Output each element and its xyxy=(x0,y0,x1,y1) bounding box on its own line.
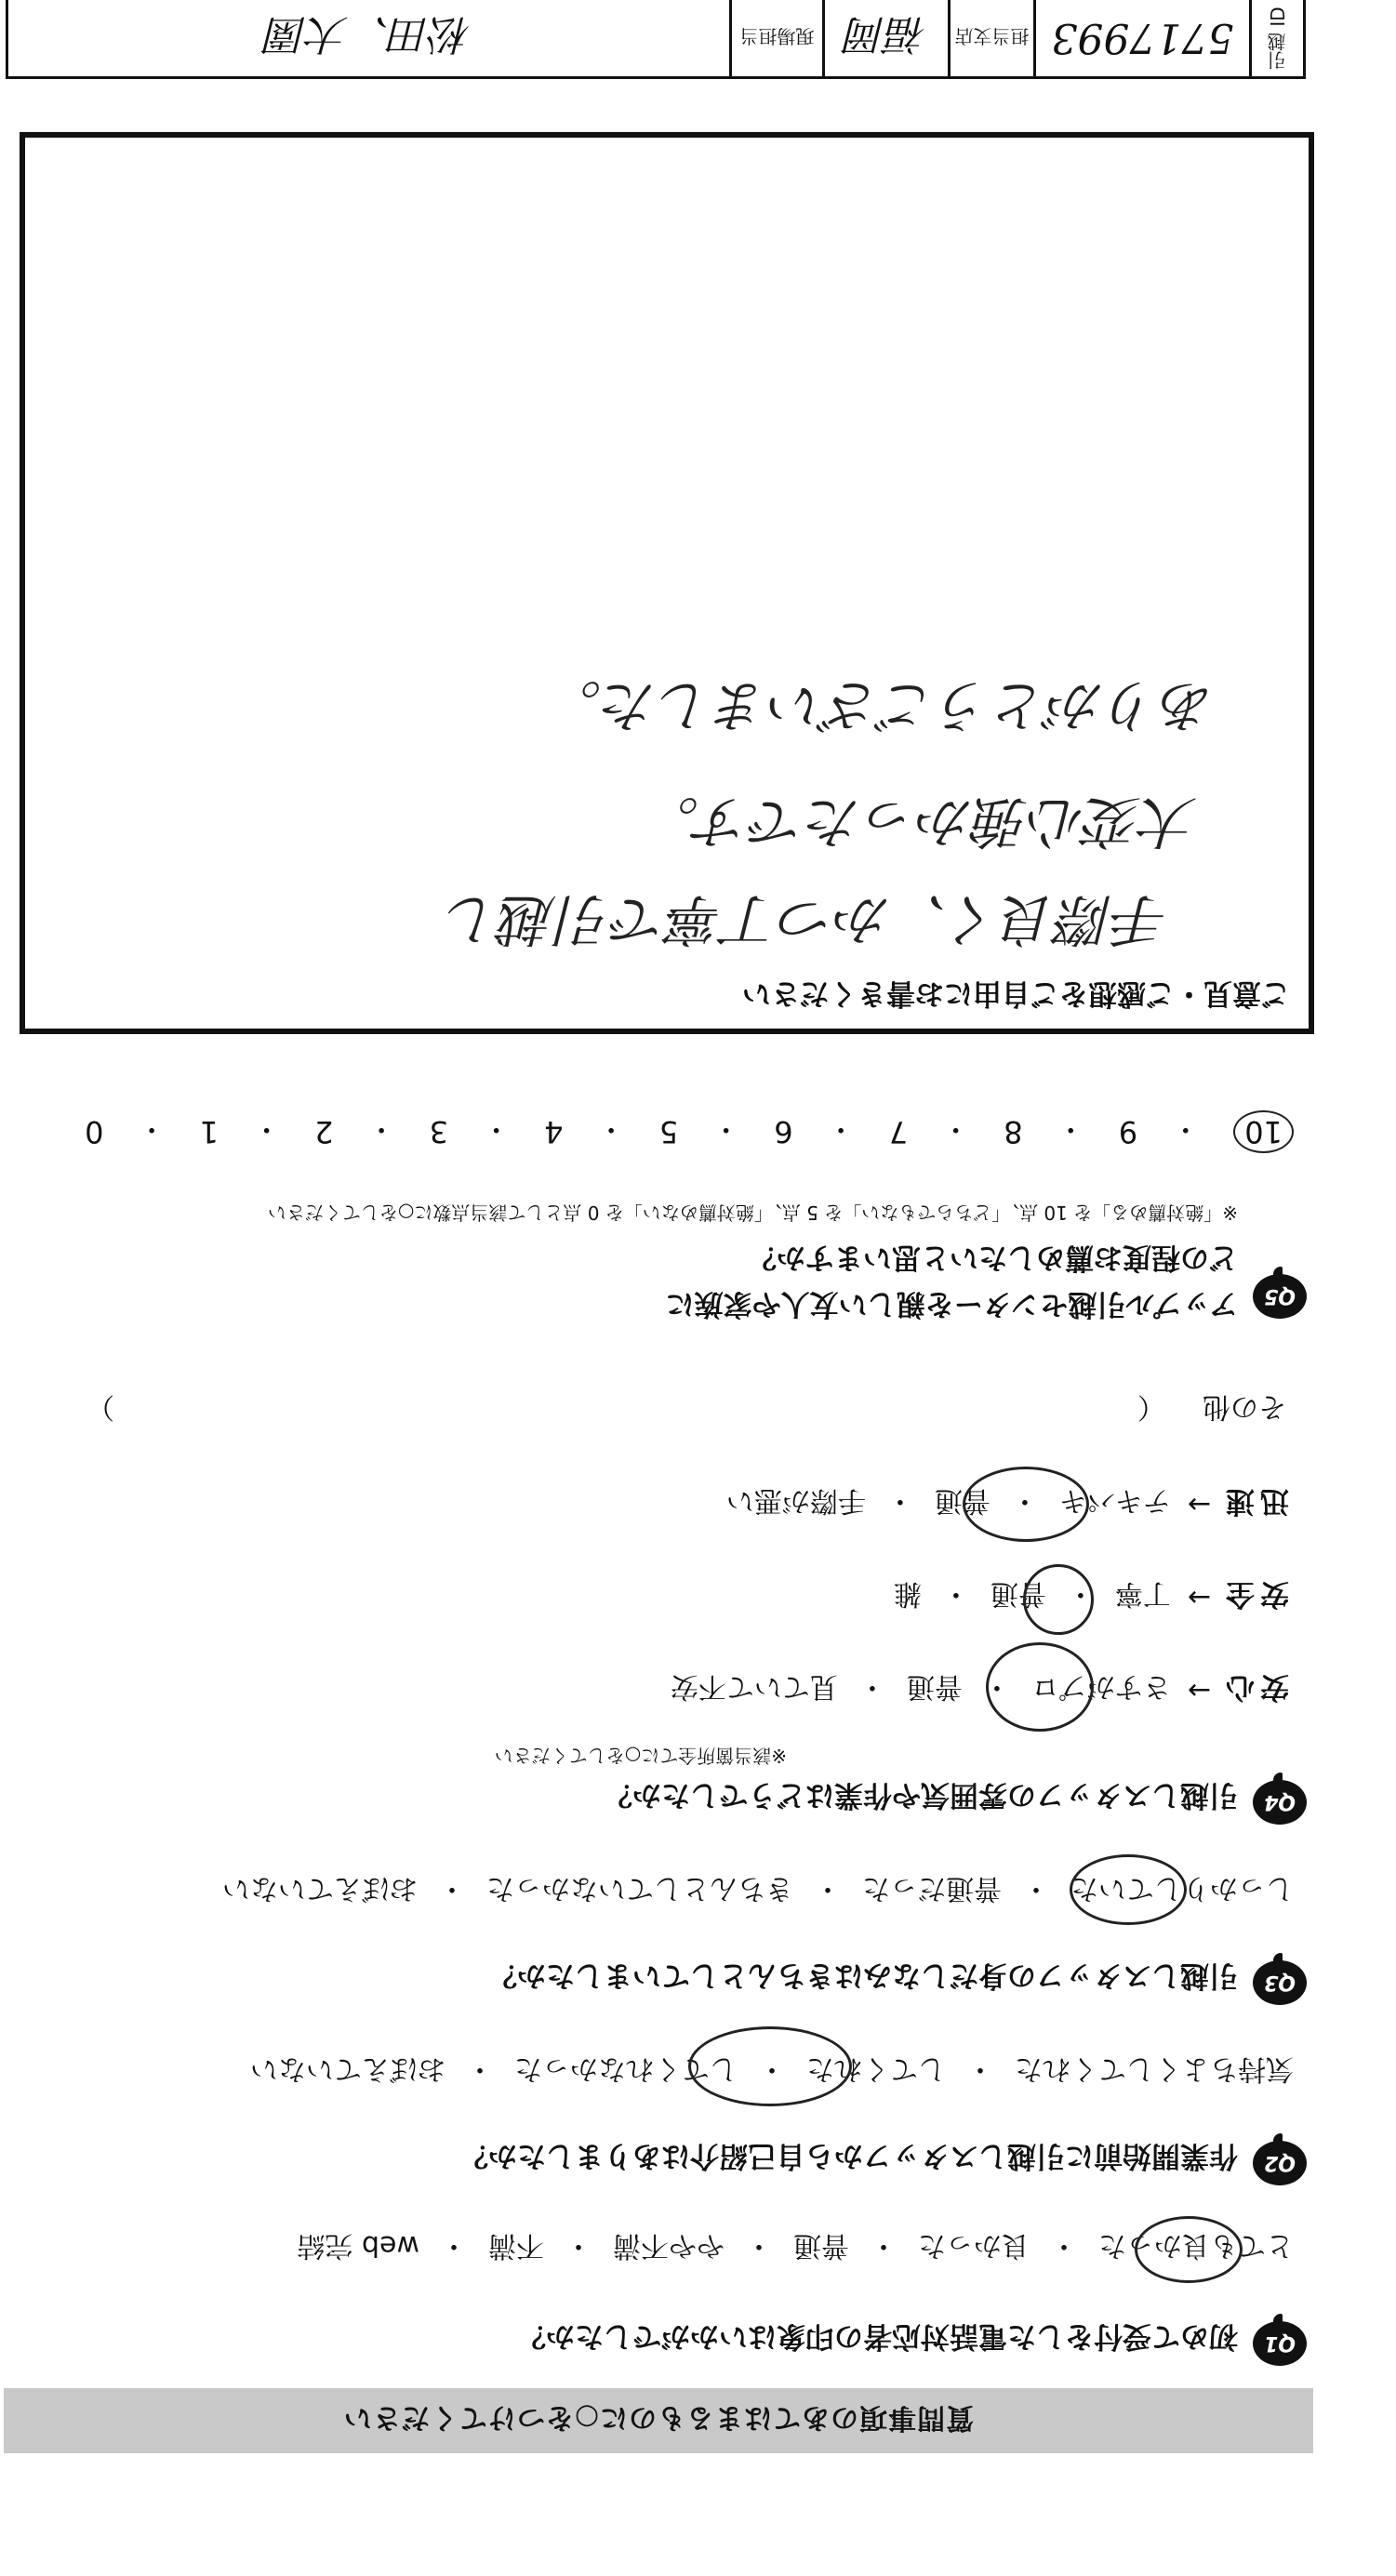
q1-option-slightly-unsatisfied[interactable]: やや不満 xyxy=(613,2229,725,2262)
q4-row-anzen: 安全 → 丁寧 ・ 普通 ・ 雑 xyxy=(894,1576,1289,1618)
q4-badge: Q4 xyxy=(1253,1780,1307,1825)
q3-option-not-neat[interactable]: きちんとしていなかった xyxy=(486,1872,793,1905)
q4-other-label: その他 xyxy=(1203,1390,1286,1423)
q4-option-rough[interactable]: 雑 xyxy=(893,1577,922,1611)
q3-option-neat[interactable]: しっかりしていた xyxy=(1070,1872,1294,1905)
q4-other-row: その他 （ ） xyxy=(86,1389,1286,1430)
arrow-right-icon: → xyxy=(1187,1581,1211,1613)
q5-question-line2: どの程度お薦めしたいと思いますか？ xyxy=(748,1241,1238,1274)
q4-option-anxious[interactable]: 見ていて不安 xyxy=(670,1670,838,1704)
q3-option-normal[interactable]: 普通だった xyxy=(862,1872,1002,1905)
q4-option-normal[interactable]: 普通 xyxy=(990,1577,1046,1611)
score-7[interactable]: 7 xyxy=(888,1114,909,1149)
score-2[interactable]: 2 xyxy=(314,1114,334,1149)
q2-badge: Q2 xyxy=(1253,2141,1307,2185)
q4-row3-hand-circle xyxy=(963,1467,1089,1542)
q4-row-label: 迅速 xyxy=(1220,1484,1289,1518)
q5-note: ※「絶対薦める」を 10 点、「どちらでもない」を 5 点、「絶対薦めない」を 0 点として該当点数に○をしてください xyxy=(267,1202,1238,1224)
score-6[interactable]: 6 xyxy=(774,1114,793,1149)
q5-question-line1: アップル引越センターを親しい友人や家族に xyxy=(665,1287,1238,1321)
q1-option-very-good[interactable]: とても良かった xyxy=(1098,2229,1294,2262)
q5-badge: Q5 xyxy=(1253,1274,1307,1319)
handwritten-line-1: 手際良く、かつ丁寧で引越し xyxy=(445,886,1169,951)
q4-row-label: 安心 xyxy=(1220,1670,1289,1704)
arrow-right-icon: → xyxy=(1187,1488,1211,1520)
q4-option-pro[interactable]: さすがプロ xyxy=(1030,1670,1171,1704)
leader-label-cell: 現場担当 xyxy=(729,0,822,76)
score-5[interactable]: 5 xyxy=(658,1114,679,1149)
comments-title: ご意見・ご感想をご自由にお書きください xyxy=(742,976,1290,1010)
q3-options: しっかりしていた ・ 普通だった ・ きちんとしていなかった ・ おぼえていない xyxy=(222,1871,1294,1912)
id-value-cell: 5717993 xyxy=(1033,0,1249,76)
branch-value-cell: 福岡 xyxy=(822,0,948,76)
q4-option-quick[interactable]: テキパキ xyxy=(1058,1484,1171,1518)
q4-row1-hand-circle xyxy=(986,1642,1094,1732)
score-9[interactable]: 9 xyxy=(1118,1114,1138,1149)
q2-option-no[interactable]: してくれなかった xyxy=(514,2052,738,2085)
q1-badge: Q1 xyxy=(1253,2321,1307,2366)
q4-question: 引越しスタッフの雰囲気や作業はどうでしたか？ xyxy=(604,1778,1238,1812)
score-10[interactable]: 10 xyxy=(1233,1110,1294,1153)
q2-option-dont-remember[interactable]: おぼえていない xyxy=(250,2052,445,2085)
q3-option-dont-remember[interactable]: おぼえていない xyxy=(222,1872,418,1905)
q3-hand-circle xyxy=(1070,1854,1187,1925)
q1-options: とても良かった ・ 良かった ・ 普通 ・ やや不満 ・ 不満 ・ web 完結 xyxy=(297,2228,1294,2269)
branch-label-cell: 担当支店 xyxy=(948,0,1033,76)
score-0[interactable]: 0 xyxy=(85,1114,104,1149)
q1-hand-circle xyxy=(1135,2216,1243,2283)
q1-option-unsatisfied[interactable]: 不満 xyxy=(488,2229,544,2262)
score-8[interactable]: 8 xyxy=(1004,1114,1023,1149)
q4-row-jinsoku: 迅速 → テキパキ ・ 普通 ・ 手際が悪い xyxy=(726,1483,1289,1525)
q1-option-good[interactable]: 良かった xyxy=(918,2229,1030,2262)
instructions-text: 質問事項のあてはまるものに○をつけてください xyxy=(342,2401,975,2434)
q4-row-anshin: 安心 → さすがプロ ・ 普通 ・ 見ていて不安 xyxy=(671,1669,1289,1711)
q1-option-normal[interactable]: 普通 xyxy=(793,2229,849,2262)
q5-scale: 10 ・ 9 ・ 8 ・ 7 ・ 6 ・ 5 ・ 4 ・ 3 ・ 2 ・ 1 ・ 0 xyxy=(85,1110,1294,1153)
q4-option-careful[interactable]: 丁寧 xyxy=(1114,1577,1171,1611)
q3-question: 引越しスタッフの身だしなみはきちんとしていましたか？ xyxy=(488,1959,1238,1992)
q2-option-pleasant[interactable]: 気持ちよくしてくれた xyxy=(1015,2052,1294,2085)
arrow-right-icon: → xyxy=(1187,1674,1211,1706)
instructions-band xyxy=(4,2388,1313,2453)
score-1[interactable]: 1 xyxy=(199,1114,219,1149)
id-label-cell: 引越 ID xyxy=(1249,0,1303,76)
q4-note: ※該当箇所全てに○をしてください xyxy=(494,1745,787,1767)
score-4[interactable]: 4 xyxy=(544,1114,564,1149)
handwritten-line-2: 大変心強かったです。 xyxy=(643,789,1197,854)
q2-options: 気持ちよくしてくれた ・ してくれた ・ してくれなかった ・ おぼえていない xyxy=(250,2052,1294,2092)
q2-question: 作業開始前に引越しスタッフから自己紹介はありましたか？ xyxy=(459,2139,1238,2172)
q1-question: 初めて受付をした電話対応者の印象はいかがでしたか？ xyxy=(517,2319,1238,2353)
q4-option-clumsy[interactable]: 手際が悪い xyxy=(725,1484,866,1518)
comments-box[interactable] xyxy=(20,132,1314,1034)
q4-option-normal[interactable]: 普通 xyxy=(906,1670,963,1704)
leader-value-cell: 松田、大園 xyxy=(266,10,472,58)
q3-badge: Q3 xyxy=(1253,1960,1307,2005)
q2-option-yes[interactable]: してくれた xyxy=(806,2052,946,2085)
id-strip xyxy=(6,0,1306,79)
q1-option-web[interactable]: web 完結 xyxy=(297,2229,419,2262)
q4-option-normal[interactable]: 普通 xyxy=(934,1484,990,1518)
q4-row-label: 安全 xyxy=(1220,1577,1289,1611)
q2-hand-circle xyxy=(688,2026,852,2106)
handwritten-line-3: ありがとうございました。 xyxy=(546,672,1216,737)
score-3[interactable]: 3 xyxy=(429,1114,449,1149)
q4-row2-hand-circle xyxy=(1023,1564,1094,1635)
